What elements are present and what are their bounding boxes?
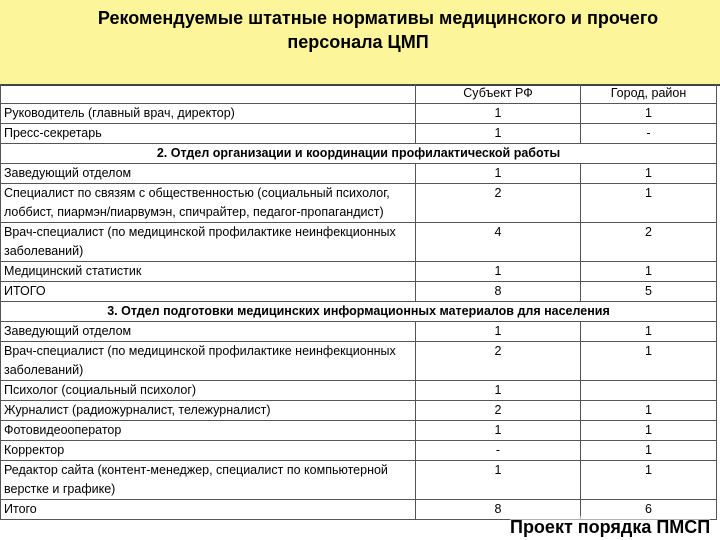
slide-title-line-1: Рекомендуемые штатные нормативы медицинского и прочего — [97, 8, 659, 28]
footer-note: Проект порядка ПМСП — [510, 517, 711, 537]
table-row — [1, 164, 717, 184]
table-row — [1, 104, 717, 124]
table-row — [1, 421, 717, 441]
subject-count-cell: 1 — [416, 461, 581, 500]
subject-count-cell: 1 — [416, 104, 581, 124]
subject-count-cell: 8 — [416, 500, 581, 520]
section-title: 3. Отдел подготовки медицинских информационных материалов для населения — [1, 302, 717, 322]
table-row — [1, 441, 717, 461]
position-cell: Психолог (социальный психолог) — [1, 381, 416, 401]
city-count-cell: 1 — [581, 104, 717, 124]
subject-count-cell: 2 — [416, 342, 581, 381]
position-cell: Заведующий отделом — [1, 164, 416, 184]
subject-count-cell: 1 — [416, 421, 581, 441]
table-row — [1, 262, 717, 282]
table-header-row — [1, 84, 717, 104]
position-cell: Корректор — [1, 441, 416, 461]
city-count-cell: 1 — [581, 342, 717, 381]
city-count-cell: 1 — [581, 322, 717, 342]
position-cell: Врач-специалист (по медицинской профилактике неинфекционных заболеваний) — [1, 223, 416, 262]
city-count-cell: 1 — [581, 461, 717, 500]
subject-count-cell: 4 — [416, 223, 581, 262]
position-cell: Заведующий отделом — [1, 322, 416, 342]
position-cell: Редактор сайта (контент-менеджер, специалист по компьютерной верстке и графике) — [1, 461, 416, 500]
city-count-cell: 1 — [581, 421, 717, 441]
header-cell-position — [1, 84, 416, 104]
city-count-cell: 1 — [581, 441, 717, 461]
subject-count-cell: 2 — [416, 401, 581, 421]
section-row — [1, 144, 717, 164]
header-cell-city: Город, район — [581, 84, 717, 104]
table-row — [1, 342, 717, 381]
position-cell: Медицинский статистик — [1, 262, 416, 282]
section-title: 2. Отдел организации и координации профилактической работы — [1, 144, 717, 164]
subject-count-cell: 1 — [416, 164, 581, 184]
section-row — [1, 302, 717, 322]
header-cell-subject: Субъект РФ — [416, 84, 581, 104]
city-count-cell: - — [581, 124, 717, 144]
subject-count-cell: 2 — [416, 184, 581, 223]
city-count-cell: 6 — [581, 500, 717, 520]
city-count-cell: 5 — [581, 282, 717, 302]
city-count-cell: 2 — [581, 223, 717, 262]
subject-count-cell: 1 — [416, 262, 581, 282]
city-count-cell: 1 — [581, 184, 717, 223]
position-cell: Журналист (радиожурналист, тележурналист) — [1, 401, 416, 421]
table-row — [1, 184, 717, 223]
table-row — [1, 124, 717, 144]
city-count-cell: 1 — [581, 262, 717, 282]
table-row — [1, 401, 717, 421]
position-cell: ИТОГО — [1, 282, 416, 302]
table-row — [1, 282, 717, 302]
position-cell: Руководитель (главный врач, директор) — [1, 104, 416, 124]
subject-count-cell: 8 — [416, 282, 581, 302]
position-cell: Итого — [1, 500, 416, 520]
subject-count-cell: 1 — [416, 124, 581, 144]
subject-count-cell: - — [416, 441, 581, 461]
table-row — [1, 223, 717, 262]
position-cell: Пресс-секретарь — [1, 124, 416, 144]
subject-count-cell: 1 — [416, 381, 581, 401]
subject-count-cell: 1 — [416, 322, 581, 342]
city-count-cell: 1 — [581, 401, 717, 421]
position-cell: Врач-специалист (по медицинской профилактике неинфекционных заболеваний) — [1, 342, 416, 381]
staffing-table — [0, 84, 717, 520]
position-cell: Фотовидеооператор — [1, 421, 416, 441]
position-cell: Специалист по связям с общественностью (социальный психолог, лоббист, пиармэн/пиарвумэн, спичрайтер, педагог-пропагандист) — [1, 184, 416, 223]
table-row — [1, 461, 717, 500]
city-count-cell — [581, 381, 717, 401]
table-row — [1, 322, 717, 342]
slide-title-line-2: персонала ЦМП — [287, 32, 429, 52]
table-row — [1, 381, 717, 401]
staffing-table-body — [1, 84, 717, 520]
city-count-cell: 1 — [581, 164, 717, 184]
slide-header — [0, 0, 720, 86]
